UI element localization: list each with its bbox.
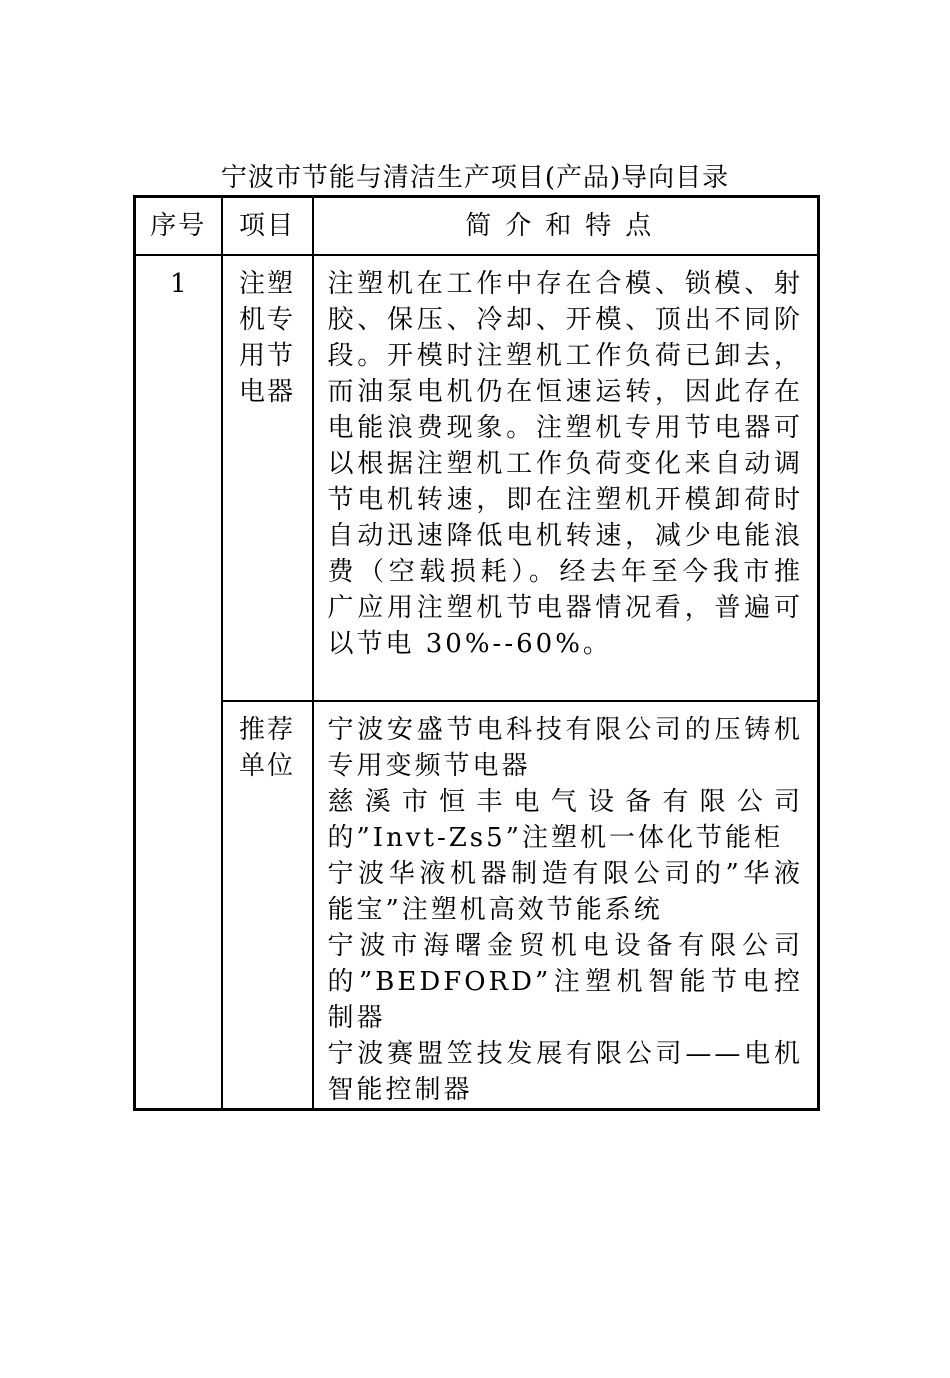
document-title: 宁波市节能与清洁生产项目(产品)导向目录: [220, 163, 730, 193]
list-item: 慈溪市恒丰电气设备有限公司的”Invt-Zs5”注塑机一体化节能柜: [327, 787, 803, 853]
list-item: 宁波华液机器制造有限公司的”华液能宝”注塑机高效节能系统: [327, 859, 803, 925]
description-text: 注塑机在工作中存在合模、锁模、射胶、保压、冷却、开模、顶出不同阶段。开模时注塑机工作负荷已卸去，而油泵电机仍在恒速运转，因此存在电能浪费现象。注塑机专用节电器可以根据注塑机工作负荷变化来自动调节电机转速，即在注塑机开模卸荷时自动迅速降低电机转速，减少电能浪费（空载损耗）。经去年至今我市推广应用注塑机节电器情况看，普遍可以节电 30%--60%。: [327, 269, 803, 659]
header-seq: 序号: [135, 197, 222, 256]
row-item-name: 注塑机专用节电器: [222, 255, 313, 701]
table-row: [135, 255, 819, 701]
row-seq-number: 1: [135, 255, 222, 1110]
list-item: 宁波市海曙金贸机电设备有限公司的”BEDFORD”注塑机智能节电控制器: [327, 931, 803, 1033]
table-row-recommend: [135, 701, 819, 1110]
recommend-label: 推荐单位: [222, 701, 313, 1110]
header-item: 项目: [222, 197, 313, 256]
row-description: [313, 255, 819, 701]
list-item: 宁波赛盟笠技发展有限公司——电机智能控制器: [327, 1039, 803, 1105]
header-desc: 简介和特点: [313, 197, 819, 256]
recommend-units: [313, 701, 819, 1110]
list-item: 宁波安盛节电科技有限公司的压铸机专用变频节电器: [327, 715, 803, 781]
table-header-row: [135, 197, 819, 256]
catalog-table: [133, 195, 820, 1111]
